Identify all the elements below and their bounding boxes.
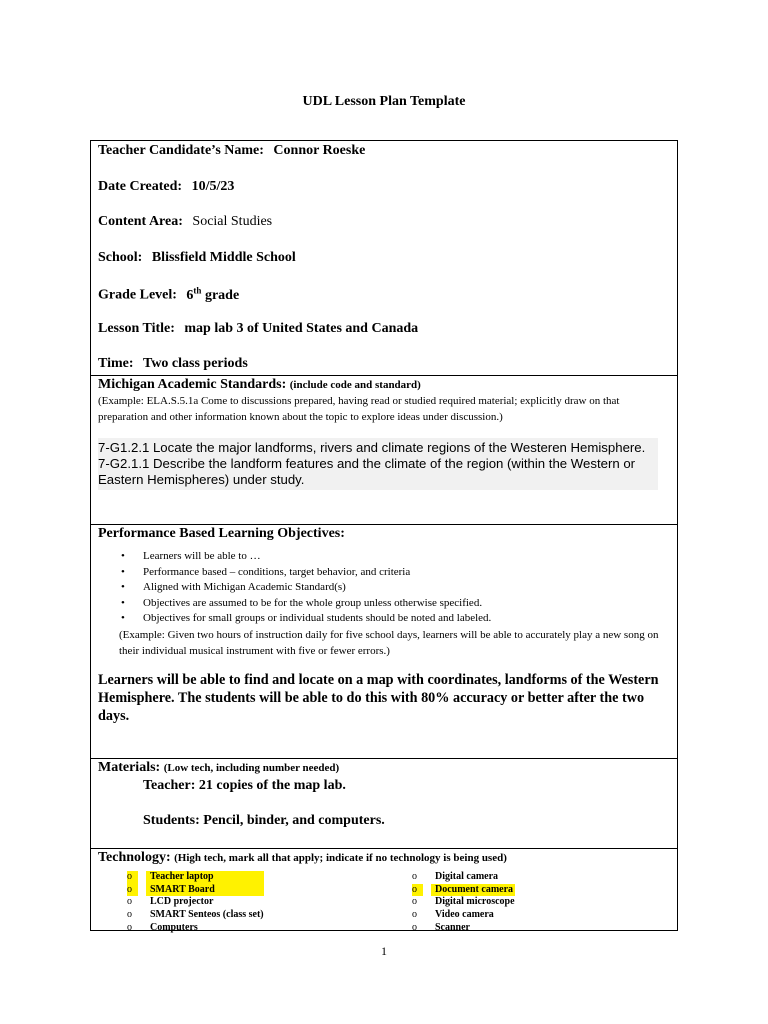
- grade-word: grade: [204, 287, 240, 303]
- tech-item-document-camera[interactable]: o Document camera: [412, 884, 515, 897]
- tech-item-teacher-laptop[interactable]: o Teacher laptop: [127, 871, 264, 884]
- time-label: Time:: [98, 356, 134, 371]
- tech-item-lcd-projector[interactable]: o LCD projector: [127, 896, 264, 909]
- school-value: Blissfield Middle School: [151, 250, 296, 265]
- date-row: [98, 179, 234, 195]
- objectives-heading: Performance Based Learning Objectives:: [98, 526, 345, 541]
- standards-heading-note: (include code and standard): [289, 379, 421, 391]
- grade-row: [98, 285, 239, 304]
- standards-heading-text: Michigan Academic Standards:: [98, 377, 287, 392]
- list-item: • Performance based – conditions, target behavior, and criteria: [91, 565, 679, 581]
- header-info-section: [91, 141, 677, 375]
- school-row: [98, 250, 296, 266]
- lesson-value: map lab 3 of United States and Canada: [184, 321, 419, 336]
- tech-item-digital-camera[interactable]: o Digital camera: [412, 871, 515, 884]
- candidate-label: Teacher Candidate’s Name:: [98, 143, 264, 158]
- grade-value: [186, 285, 240, 303]
- date-value: 10/5/23: [191, 179, 235, 194]
- lesson-label: Lesson Title:: [98, 321, 175, 336]
- candidate-value: Connor Roeske: [273, 143, 366, 158]
- technology-list-right: [412, 871, 515, 935]
- lesson-plan-table: [90, 140, 678, 931]
- learning-objective: Learners will be able to find and locate on a map with coordinates, landforms of the Western Hemisphere. The students will be able to do this with 80% accuracy or better after the two days.: [98, 672, 659, 724]
- technology-section: [91, 848, 677, 933]
- content-row: [98, 214, 272, 230]
- technology-heading-text: Technology:: [98, 850, 171, 865]
- candidate-row: [98, 143, 365, 159]
- tech-item-smart-board[interactable]: o SMART Board: [127, 884, 264, 897]
- time-row: [98, 356, 248, 372]
- standards-section: [91, 375, 677, 524]
- standards-list: [98, 438, 658, 490]
- materials-students: Students: Pencil, binder, and computers.: [143, 813, 385, 828]
- standard-item: 7-G2.1.1 Describe the landform features and the climate of the region (within the Western or Eastern Hemispheres) under study.: [98, 456, 636, 487]
- tech-item-scanner[interactable]: o Scanner: [412, 922, 515, 935]
- school-label: School:: [98, 250, 143, 265]
- materials-heading-text: Materials:: [98, 760, 161, 775]
- materials-section: [91, 758, 677, 848]
- content-value: Social Studies: [192, 214, 273, 229]
- grade-label: Grade Level:: [98, 287, 177, 303]
- list-item: • Objectives are assumed to be for the whole group unless otherwise specified.: [91, 596, 679, 612]
- date-label: Date Created:: [98, 179, 183, 194]
- tech-item-video-camera[interactable]: o Video camera: [412, 909, 515, 922]
- grade-number: 6: [186, 287, 194, 303]
- technology-list-left: [127, 871, 264, 935]
- objectives-guidelines: [91, 549, 679, 627]
- content-label: Content Area:: [98, 214, 183, 229]
- objectives-section: [91, 524, 677, 758]
- standards-example: (Example: ELA.S.5.1a Come to discussions prepared, having read or studied required material; explicitly draw on that preparation and other information known about the topic to explore ideas under discussion.): [98, 395, 620, 423]
- standards-heading: [98, 377, 421, 393]
- lesson-title-row: [98, 321, 418, 337]
- list-item: • Learners will be able to …: [91, 549, 679, 565]
- page-number: 1: [381, 944, 387, 958]
- page-title: UDL Lesson Plan Template: [302, 94, 466, 109]
- grade-suffix: th: [193, 285, 202, 295]
- standard-item: 7-G1.2.1 Locate the major landforms, rivers and climate regions of the Westeren Hemisphere.: [98, 440, 646, 455]
- tech-item-computers[interactable]: o Computers: [127, 922, 264, 935]
- materials-heading: [98, 760, 339, 776]
- technology-heading: [98, 850, 507, 866]
- tech-item-smart-senteos[interactable]: o SMART Senteos (class set): [127, 909, 264, 922]
- objectives-example: (Example: Given two hours of instruction daily for five school days, learners will be able to accurately play a new song on their individual musical instrument with five or fewer errors.): [119, 629, 659, 657]
- list-item: • Aligned with Michigan Academic Standard(s): [91, 580, 679, 596]
- tech-item-digital-microscope[interactable]: o Digital microscope: [412, 896, 515, 909]
- technology-heading-note: (High tech, mark all that apply; indicate if no technology is being used): [174, 852, 507, 864]
- time-value: Two class periods: [143, 356, 248, 371]
- materials-teacher: Teacher: 21 copies of the map lab.: [143, 778, 346, 793]
- materials-heading-note: (Low tech, including number needed): [163, 762, 340, 774]
- list-item: • Objectives for small groups or individual students should be noted and labeled.: [91, 611, 679, 627]
